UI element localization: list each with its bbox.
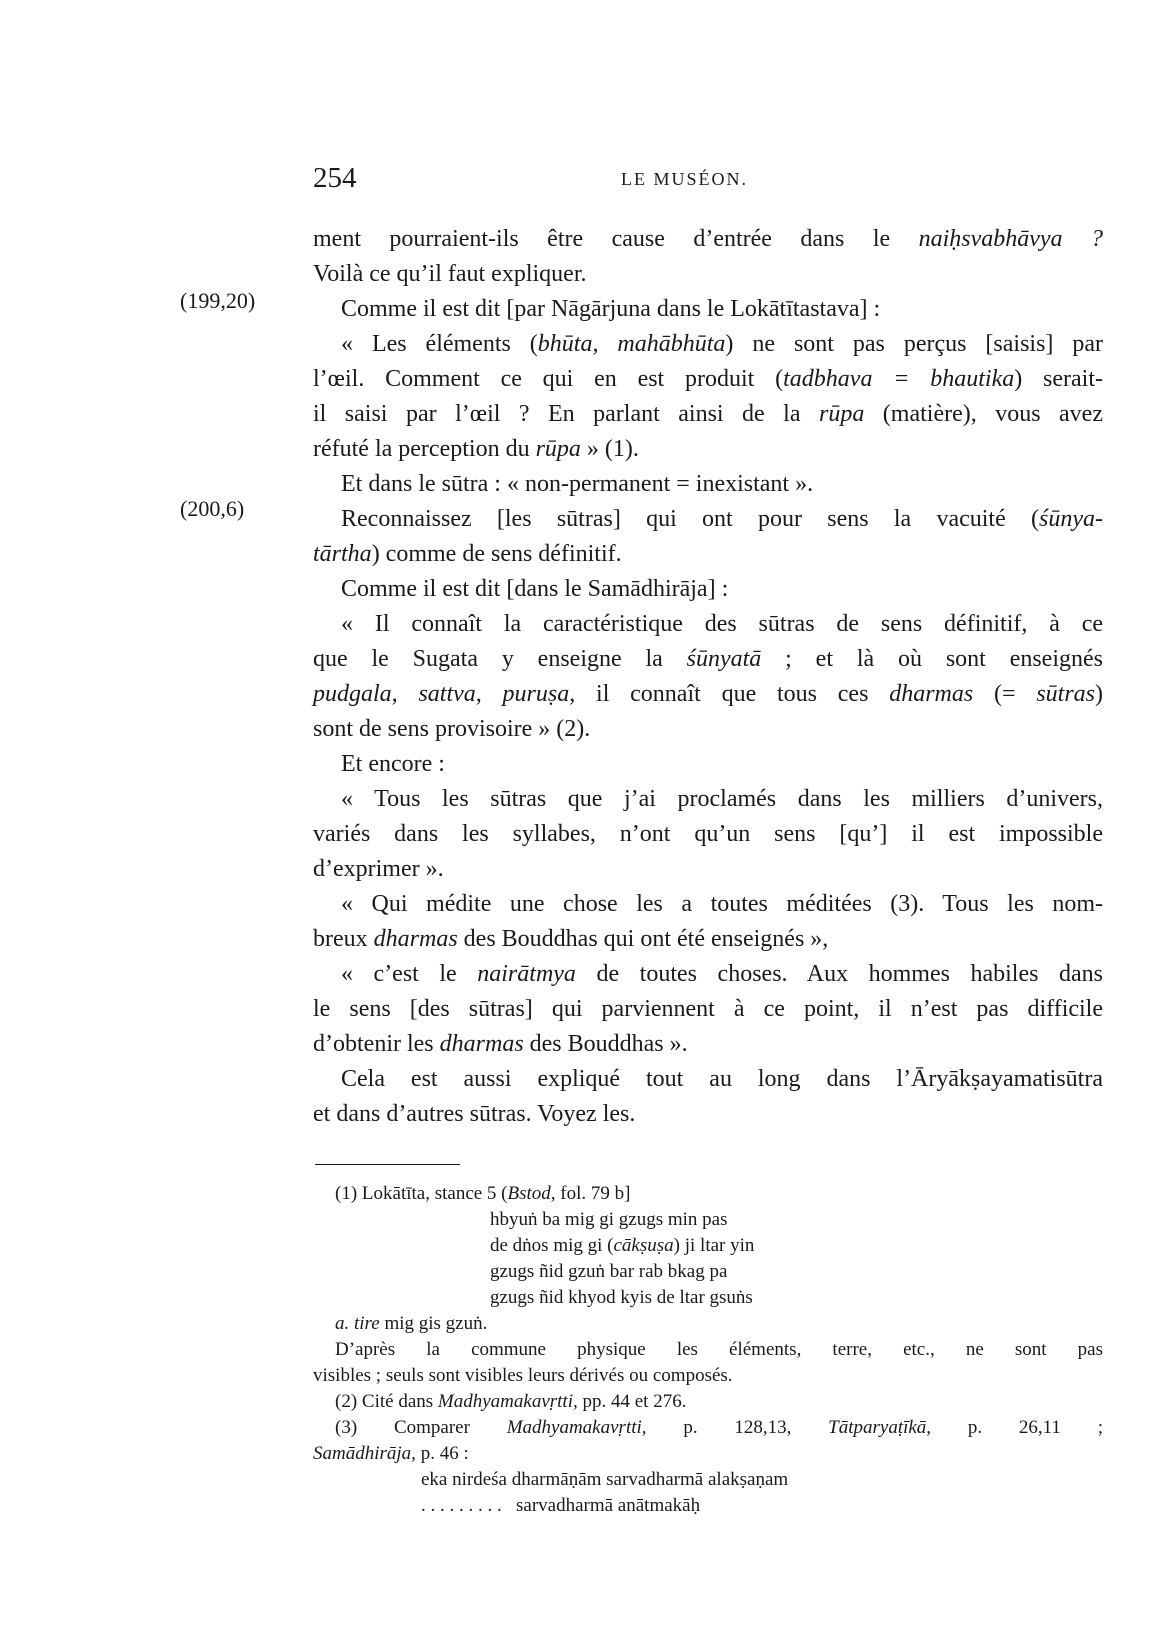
text-line: « Il connaît la caractéristique des sūtras de sens définitif, à ce: [341, 611, 1103, 637]
verse-line: gzugs ñid gzuṅ bar rab bkag pa: [490, 1261, 728, 1282]
text-line: « Qui médite une chose les a toutes méditées (3). Tous les nom-: [341, 891, 1103, 917]
footnote-divider: [315, 1164, 460, 1165]
page-number: 254: [313, 162, 357, 194]
text-line: pudgala, sattva, puruṣa, il connaît que tous ces dharmas (= sūtras): [313, 681, 1104, 707]
footnote-line: a. tire mig gis gzuṅ.: [335, 1313, 488, 1334]
text-line: sont de sens provisoire » (2).: [313, 716, 591, 742]
text-line: d’exprimer ».: [313, 856, 444, 882]
text-line: ment pourraient-ils être cause d’entrée dans le naiḥsvabhāvya ?: [313, 226, 1104, 252]
text-line: « Les éléments (bhūta, mahābhūta) ne sont pas perçus [saisis] par: [341, 331, 1103, 357]
margin-reference-1: (199,20): [180, 288, 256, 313]
margin-reference-2: (200,6): [180, 496, 245, 521]
verse-line: de dṅos mig gi (cākṣuṣa) ji ltar yin: [490, 1235, 755, 1256]
text-line: Voilà ce qu’il faut expliquer.: [313, 261, 587, 287]
text-line: le sens [des sūtras] qui parviennent à ce point, il n’est pas difficile: [313, 996, 1103, 1022]
footnote-line: (3) Comparer Madhyamakavṛtti, p. 128,13, Tātparyaṭīkā, p. 26,11 ;: [335, 1417, 1103, 1438]
footnote-line: Samādhirāja, p. 46 :: [313, 1443, 469, 1464]
text-line: variés dans les syllabes, n’ont qu’un sens [qu’] il est impossible: [313, 821, 1103, 847]
main-text: [313, 222, 1103, 1132]
text-line: l’œil. Comment ce qui en est produit (tadbhava = bhautika) serait-: [313, 366, 1103, 392]
text-line: « Tous les sūtras que j’ai proclamés dans les milliers d’univers,: [341, 786, 1103, 812]
footnote-line: visibles ; seuls sont visibles leurs dérivés ou composés.: [313, 1365, 733, 1386]
page-header: [313, 162, 1103, 194]
verse-line: hbyuṅ ba mig gi gzugs min pas: [490, 1209, 728, 1230]
running-title: LE MUSÉON.: [621, 169, 748, 189]
verse-line: gzugs ñid khyod kyis de ltar gsuṅs: [490, 1287, 753, 1308]
text-line: « c’est le nairātmya de toutes choses. Aux hommes habiles dans: [341, 961, 1104, 987]
footnotes: [313, 1181, 1103, 1519]
text-line: que le Sugata y enseigne la śūnyatā ; et là où sont enseignés: [313, 646, 1103, 672]
verse-line: . . . . . . . . . sarvadharmā anātmakāḥ: [421, 1495, 701, 1516]
text-line: Comme il est dit [dans le Samādhirāja] :: [341, 576, 729, 602]
text-line: d’obtenir les dharmas des Bouddhas ».: [313, 1031, 688, 1057]
verse-line: eka nirdeśa dharmāṇām sarvadharmā alakṣaṇam: [421, 1469, 789, 1490]
text-line: breux dharmas des Bouddhas qui ont été enseignés »,: [313, 926, 829, 952]
text-line: il saisi par l’œil ? En parlant ainsi de la rūpa (matière), vous avez: [313, 401, 1103, 427]
text-line: Et encore :: [341, 751, 445, 777]
text-line: Et dans le sūtra : « non-permanent = inexistant ».: [341, 471, 814, 497]
text-line: tārtha) comme de sens définitif.: [313, 541, 622, 567]
footnote-line: (1) Lokātīta, stance 5 (Bstod, fol. 79 b]: [335, 1183, 631, 1204]
footnote-line: D’après la commune physique les éléments, terre, etc., ne sont pas: [335, 1339, 1103, 1360]
text-line: Comme il est dit [par Nāgārjuna dans le Lokātītastava] :: [341, 296, 881, 322]
text-line: Reconnaissez [les sūtras] qui ont pour sens la vacuité (śūnya-: [341, 506, 1103, 532]
text-line: et dans d’autres sūtras. Voyez les.: [313, 1101, 636, 1127]
text-line: Cela est aussi expliqué tout au long dans l’Āryākṣayamatisūtra: [341, 1066, 1103, 1092]
text-line: réfuté la perception du rūpa » (1).: [313, 436, 639, 462]
footnote-line: (2) Cité dans Madhyamakavṛtti, pp. 44 et 276.: [335, 1391, 687, 1412]
